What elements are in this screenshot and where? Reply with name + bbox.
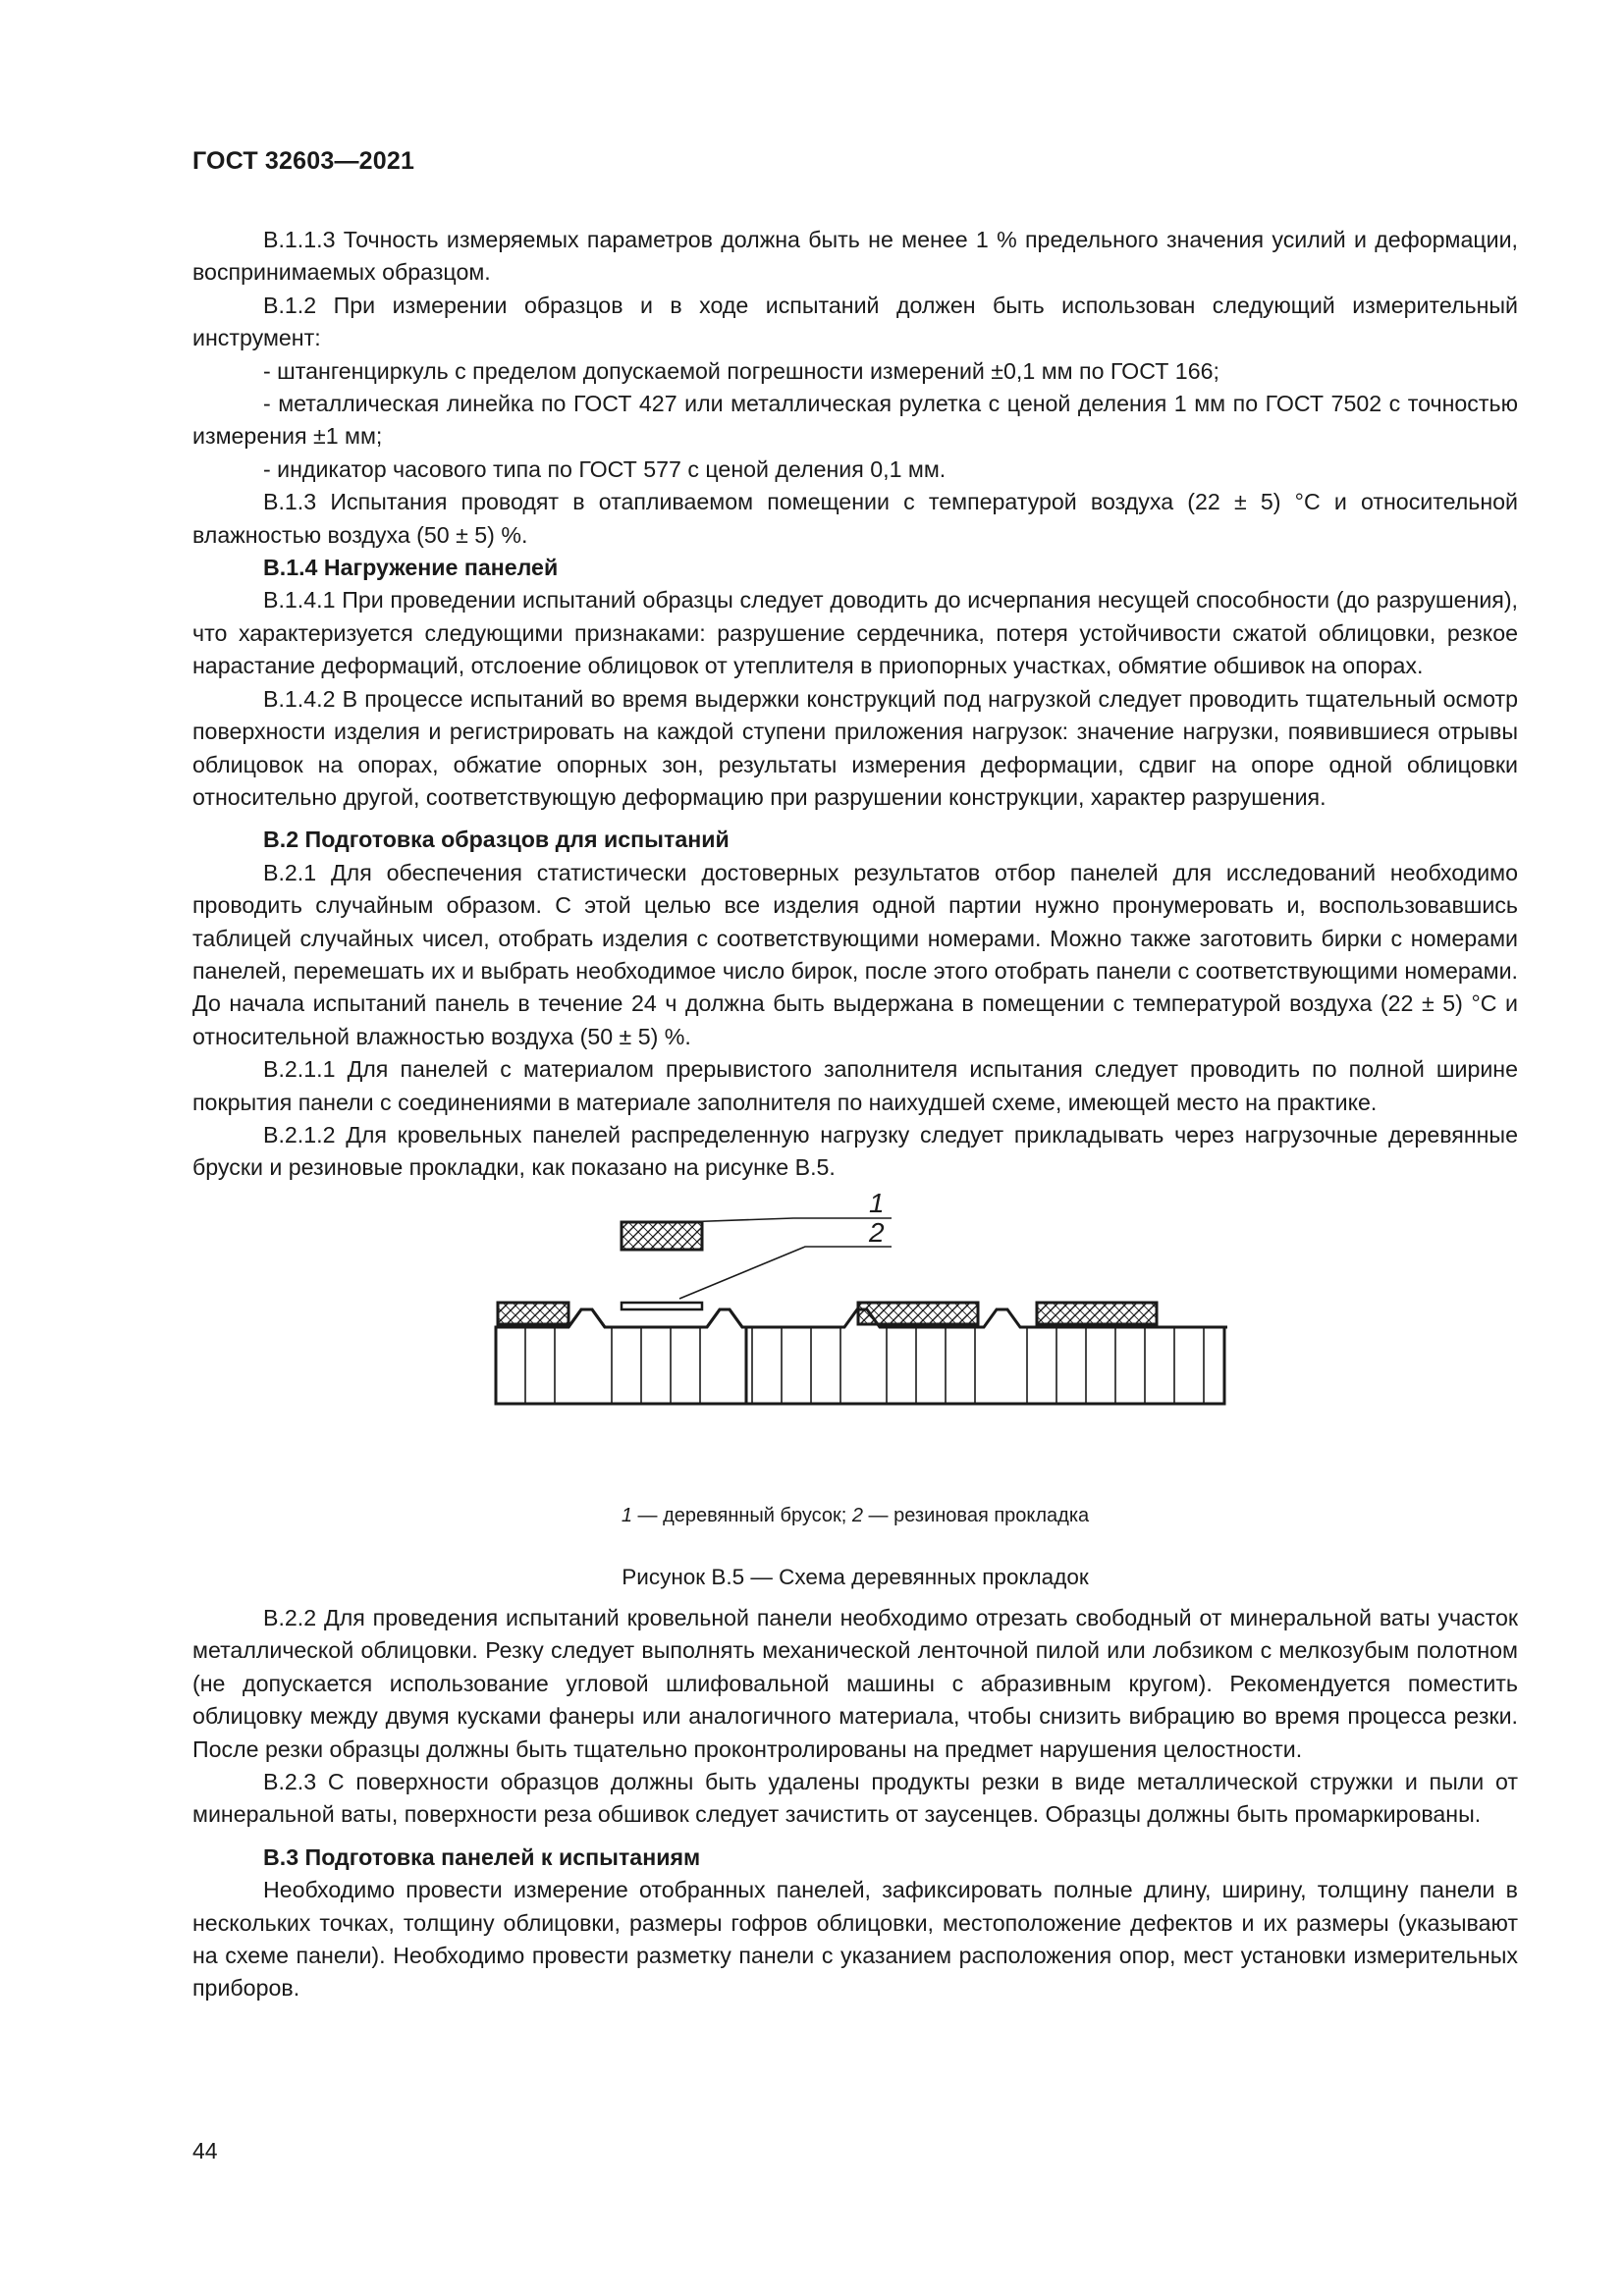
section-heading-b3: В.3 Подготовка панелей к испытаниям bbox=[263, 1843, 701, 1870]
paragraph-b142: В.1.4.2 В процессе испытаний во время выдержки конструкций под нагрузкой следует проводить тщательный осмотр поверхности изделия и регистрировать на каждой ступени приложения нагрузок: значение нагрузки, появившиеся отрывы облицовок на опорах, обжатие опорных зон, результаты измерения деформации, сдвиг на опоре одной облицовки относительно другой, соответствующую деформацию при разрушении конструкции, характер разрушения. bbox=[192, 685, 1518, 810]
paragraph-b12: В.1.2 При измерении образцов и в ходе испытаний должен быть использован следующий измерительный инструмент: bbox=[192, 292, 1518, 351]
list-item: - штангенциркуль с пределом допускаемой погрешности измерений ±0,1 мм по ГОСТ 166; bbox=[263, 357, 1219, 384]
legend-text-1: — деревянный брусок; bbox=[631, 1505, 852, 1526]
wooden-blocks bbox=[498, 1222, 1157, 1324]
text-block-upper bbox=[192, 224, 1518, 1185]
paragraph-b141: В.1.4.1 При проведении испытаний образцы следует доводить до исчерпания несущей способности (до разрушения), что характеризуется следующими признаками: разрушение сердечника, потеря устойчивости сжатой облицовки, резкое нарастание деформаций, отслоение облицовок от утеплителя в приопорных участках, обмятие обшивок на опорах. bbox=[192, 587, 1518, 679]
section-heading-b14: В.1.4 Нагружение панелей bbox=[263, 555, 559, 581]
page-number: 44 bbox=[192, 2138, 218, 2163]
figure-legend bbox=[192, 1502, 1518, 1529]
paragraph-b22: В.2.2 Для проведения испытаний кровельной панели необходимо отрезать свободный от минеральной ваты участок металлической облицовки. Резку следует выполнять механической ленточной пилой или лобзиком с мелкозубым полотном (не допускается использование угловой шлифовальной машины с абразивным кругом). Рекомендуется поместить облицовку между двумя кусками фанеры или аналогичного материала, чтобы снизить вибрацию во время процесса резки. После резки образцы должны быть тщательно проконтролированы на предмет нарушения целостности. bbox=[192, 1605, 1518, 1762]
paragraph-b23: В.2.3 С поверхности образцов должны быть удалены продукты резки в виде металлической стружки и пыли от минеральной ваты, поверхности реза обшивок следует зачистить от заусенцев. Образцы должны быть промаркированы. bbox=[192, 1769, 1518, 1828]
figure-b5-diagram bbox=[481, 1193, 1227, 1487]
callout-label-2: 2 bbox=[869, 1217, 885, 1248]
list-item: - металлическая линейка по ГОСТ 427 или металлическая рулетка с ценой деления 1 мм по ГОСТ 7502 с точностью измерения ±1 мм; bbox=[192, 391, 1518, 450]
panel-core-cells bbox=[525, 1327, 1204, 1404]
paragraph-b13: В.1.3 Испытания проводят в отапливаемом помещении с температурой воздуха (22 ± 5) °С и относительной влажностью воздуха (50 ± 5) %. bbox=[192, 489, 1518, 548]
legend-number-1: 1 bbox=[621, 1505, 632, 1526]
paragraph-b212: В.2.1.2 Для кровельных панелей распределенную нагрузку следует прикладывать через нагрузочные деревянные бруски и резиновые прокладки, как показано на рисунке В.5. bbox=[192, 1121, 1518, 1181]
callout-leaders bbox=[679, 1218, 892, 1299]
paragraph-b21: В.2.1 Для обеспечения статистически достоверных результатов отбор панелей для исследований необходимо проводить случайным образом. С этой целью все изделия одной партии нужно пронумеровать и, воспользовавшись таблицей случайных чисел, отобрать изделия с соответствующими номерами. Можно также заготовить бирки с номерами панелей, перемешать их и выбрать необходимое число бирок, после этого отобрать панели с соответствующими номерами. До начала испытаний панель в течение 24 ч должна быть выдержана в помещении с температурой воздуха (22 ± 5) °С и относительной влажностью воздуха (50 ± 5) %. bbox=[192, 859, 1518, 1049]
paragraph-b211: В.2.1.1 Для панелей с материалом прерывистого заполнителя испытания следует проводить по полной ширине покрытия панели с соединениями в материале заполнителя по наихудшей схеме, имеющей место на практике. bbox=[192, 1056, 1518, 1115]
legend-text-2: — резиновая прокладка bbox=[863, 1505, 1090, 1526]
paragraph-b3: Необходимо провести измерение отобранных панелей, зафиксировать полные длину, ширину, толщину панели в нескольких точках, толщину облицовки, размеры гофров облицовки, местоположение дефектов и их размеры (указывают на схеме панели). Необходимо провести разметку панели с указанием расположения опор, мест установки измерительных приборов. bbox=[192, 1877, 1518, 2002]
callout-label-1: 1 bbox=[869, 1193, 885, 1218]
rubber-pad bbox=[622, 1303, 702, 1309]
list-item: - индикатор часового типа по ГОСТ 577 с ценой деления 0,1 мм. bbox=[263, 455, 947, 482]
legend-number-2: 2 bbox=[851, 1505, 863, 1526]
section-heading-b2: В.2 Подготовка образцов для испытаний bbox=[263, 827, 730, 853]
document-header: ГОСТ 32603—2021 bbox=[192, 147, 415, 175]
paragraph-b113: В.1.1.3 Точность измеряемых параметров должна быть не менее 1 % предельного значения усилий и деформации, воспринимаемых образцом. bbox=[192, 227, 1518, 286]
text-block-lower bbox=[192, 1602, 1518, 2005]
figure-caption: Рисунок В.5 — Схема деревянных прокладок bbox=[622, 1565, 1089, 1589]
